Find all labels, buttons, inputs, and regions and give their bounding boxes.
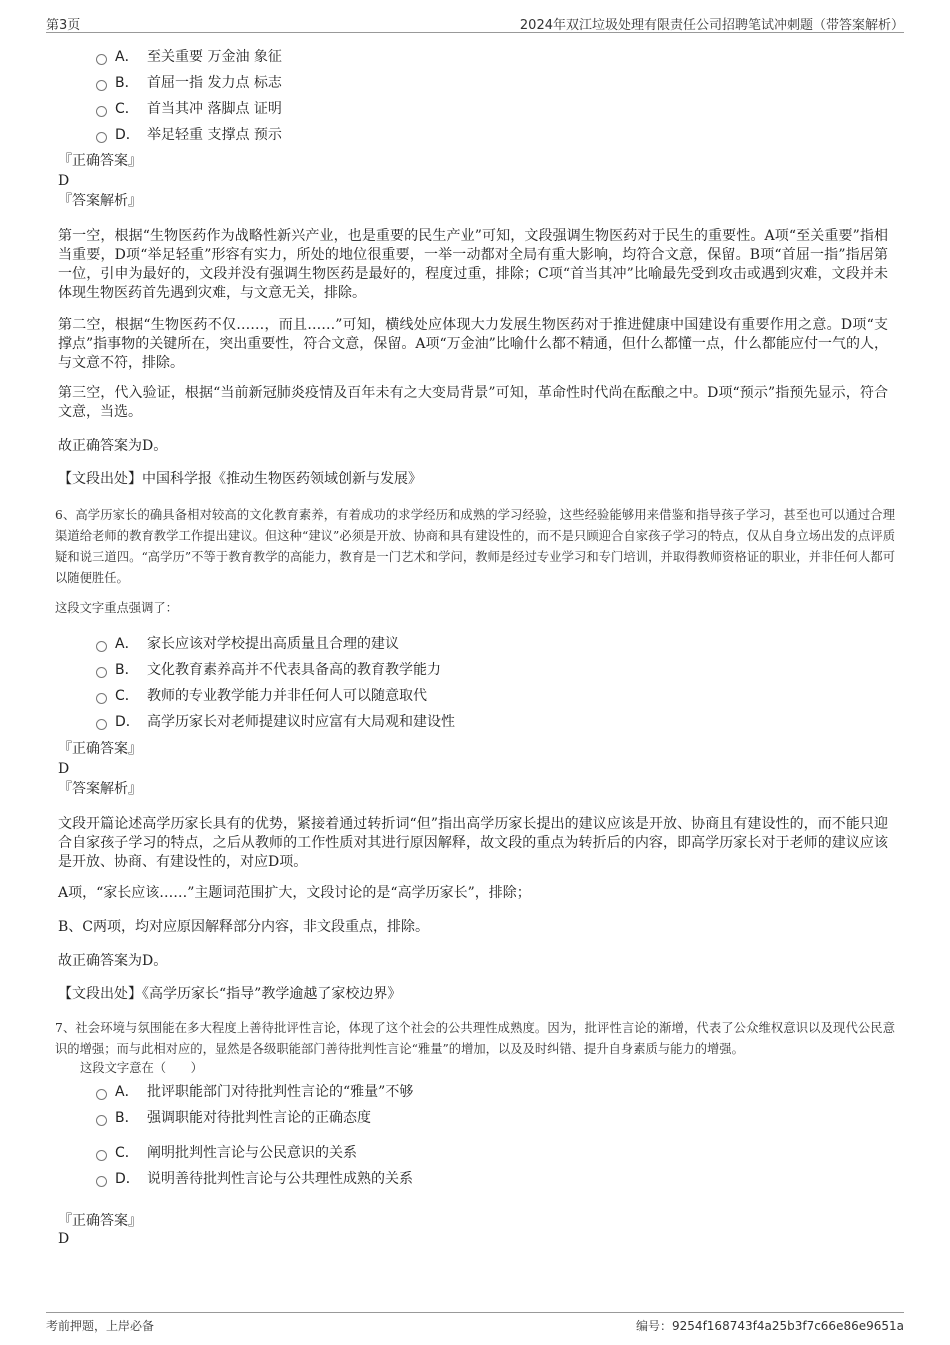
- radio-icon[interactable]: [96, 1176, 107, 1187]
- q5-option-b[interactable]: B． 首屈一指 发力点 标志: [96, 74, 282, 92]
- q7-option-b[interactable]: B． 强调职能对待批判性言论的正确态度: [96, 1109, 371, 1127]
- radio-icon[interactable]: [96, 1150, 107, 1161]
- q6-answer-label: 『正确答案』: [58, 741, 142, 757]
- q7-prompt: 这段文字意在（ ）: [80, 1061, 203, 1075]
- q6-option-d[interactable]: D． 高学历家长对老师提建议时应富有大局观和建设性: [96, 713, 455, 731]
- q5-option-c[interactable]: C． 首当其冲 落脚点 证明: [96, 100, 282, 118]
- document-title: 2024年双江垃圾处理有限责任公司招聘笔试冲刺题（带答案解析）: [519, 18, 904, 33]
- radio-icon[interactable]: [96, 693, 107, 704]
- q5-answer: D: [58, 173, 70, 189]
- q6-option-a[interactable]: A． 家长应该对学校提出高质量且合理的建议: [96, 635, 399, 653]
- q6-source: 【文段出处】《高学历家长“指导”教学逾越了家校边界》: [58, 986, 402, 1002]
- q5-conclusion: 故正确答案为D。: [58, 438, 168, 454]
- q5-analysis-1: 第一空，根据“生物医药作为战略性新兴产业，也是重要的民生产业”可知，文段强调生物医药对于民生的重要性。A项“至关重要”指相当重要，D项“举足轻重”形容有实力，所处的地位很重要，一举一动都对全局有重大影响，均符合文意，保留。B项“首屈一指”指居第一位，引申为最好的，文段并没有强调生物医药是最好的，程度过重，排除；C项“首当其冲”比喻最先受到攻击或遇到灾难，文段并未体现生物医药首先遇到灾难，与文意无关，排除。: [58, 228, 888, 301]
- q6-conclusion: 故正确答案为D。: [58, 953, 168, 969]
- radio-icon[interactable]: [96, 80, 107, 91]
- q7-answer-label: 『正确答案』: [58, 1213, 142, 1229]
- q5-source: 【文段出处】中国科学报《推动生物医药领域创新与发展》: [58, 471, 422, 487]
- q7-option-c[interactable]: C． 阐明批判性言论与公民意识的关系: [96, 1144, 357, 1162]
- footer-slogan: 考前押题，上岸必备: [46, 1319, 155, 1333]
- q5-analysis-3: 第三空，代入验证，根据“当前新冠肺炎疫情及百年未有之大变局背景”可知，革命性时代尚在酝酿之中。D项“预示”指预先显示，符合文意，当选。: [58, 385, 888, 420]
- document-code: 编号：9254f168743f4a25b3f7c66e86e9651a: [636, 1319, 904, 1333]
- q7-option-a[interactable]: A． 批评职能部门对待批判性言论的“雅量”不够: [96, 1083, 413, 1101]
- q5-option-d[interactable]: D． 举足轻重 支撑点 预示: [96, 126, 282, 144]
- q6-option-b[interactable]: B． 文化教育素养高并不代表具备高的教育教学能力: [96, 661, 441, 679]
- q6-analysis-3: B、C两项，均对应原因解释部分内容，非文段重点，排除。: [58, 919, 429, 935]
- q7-option-d[interactable]: D． 说明善待批判性言论与公共理性成熟的关系: [96, 1170, 413, 1188]
- q5-analysis-2: 第二空，根据“生物医药不仅……，而且……”可知，横线处应体现大力发展生物医药对于推进健康中国建设有重要作用之意。D项“支撑点”指事物的关键所在，突出重要性，符合文意，保留。A项“万金油”比喻什么都不精通，但什么都懂一点，什么都能应付一气的人，与文意不符，排除。: [58, 317, 888, 371]
- q6-analysis-label: 『答案解析』: [58, 781, 142, 797]
- page-header: [46, 12, 904, 33]
- q5-analysis-label: 『答案解析』: [58, 193, 142, 209]
- radio-icon[interactable]: [96, 719, 107, 730]
- radio-icon[interactable]: [96, 667, 107, 678]
- q6-analysis-2: A项，“家长应该……”主题词范围扩大，文段讨论的是“高学历家长”，排除；: [58, 885, 531, 901]
- q6-answer: D: [58, 761, 70, 777]
- radio-icon[interactable]: [96, 54, 107, 65]
- q6-prompt: 这段文字重点强调了：: [55, 601, 178, 615]
- radio-icon[interactable]: [96, 1089, 107, 1100]
- q7-question-text: 7、社会环境与氛围能在多大程度上善待批评性言论，体现了这个社会的公共理性成熟度。因为，批评性言论的渐增，代表了公众维权意识以及现代公民意识的增强；而与此相对应的，显然是各级职能部门善待批判性言论“雅量”的增加，以及及时纠错、提升自身素质与能力的增强。: [55, 1021, 895, 1056]
- q6-analysis-1: 文段开篇论述高学历家长具有的优势，紧接着通过转折词“但”指出高学历家长提出的建议应该是开放、协商且有建设性的，而不能只迎合自家孩子学习的特点，之后从教师的工作性质对其进行原因解释，故文段的重点为转折后的内容，即高学历家长对于老师的建议应该是开放、协商、有建设性的，对应D项。: [58, 816, 888, 870]
- q6-option-c[interactable]: C． 教师的专业教学能力并非任何人可以随意取代: [96, 687, 427, 705]
- q7-answer: D: [58, 1231, 70, 1247]
- q5-answer-label: 『正确答案』: [58, 153, 142, 169]
- radio-icon[interactable]: [96, 641, 107, 652]
- radio-icon[interactable]: [96, 106, 107, 117]
- radio-icon[interactable]: [96, 1115, 107, 1126]
- q5-option-a[interactable]: A． 至关重要 万金油 象征: [96, 48, 282, 66]
- radio-icon[interactable]: [96, 132, 107, 143]
- q6-question-text: 6、高学历家长的确具备相对较高的文化教育素养，有着成功的求学经历和成熟的学习经验，这些经验能够用来借鉴和指导孩子学习，甚至也可以通过合理渠道给老师的教育教学工作提出建议。但这种“建议”必须是开放、协商和具有建设性的，而不是只顾迎合自家孩子学习的特点，仅从自身立场出发的点评质疑和说三道四。“高学历”不等于教育教学的高能力，教育是一门艺术和学问，教师是经过专业学习和专门培训，并取得教师资格证的职业，并非任何人都可以随便胜任。: [55, 508, 895, 585]
- page-footer: [46, 1312, 904, 1337]
- page-number: 第3页: [46, 18, 81, 33]
